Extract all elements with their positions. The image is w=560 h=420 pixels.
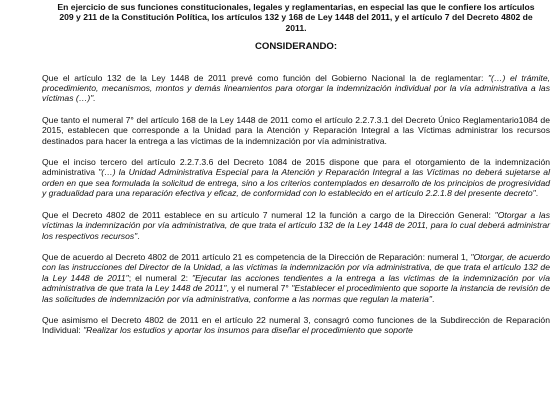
- paragraph-5-text-3: , y el numeral 7°: [226, 283, 292, 294]
- paragraph-5-end: .: [431, 293, 435, 304]
- paragraph-6: [42, 315, 550, 336]
- paragraph-5: [42, 252, 550, 304]
- preamble-text: En ejercicio de sus funciones constitucionales, legales y reglamentarias, en especial las que le confiere los artículos 209 y 211 de la Constitución Política, los artículos 132 y 168 de Ley 1448 del 2011, y el artículo 7 del Decreto 4802 de 2011.: [57, 2, 535, 33]
- paragraph-2-text: Que tanto el numeral 7° del artículo 168 de la Ley 1448 de 2011 como el artículo 2.2.7.3.1 del Decreto Único Reglamentario1084 de 2015, establecen que corresponde a la Unidad para la Atención y Reparación Integral a las Víctimas administrar los recursos destinados para hacer la entrega a las víctimas de la indemnización por vía administrativa.: [42, 114, 550, 146]
- paragraph-4: [42, 210, 550, 241]
- paragraph-2: [42, 115, 550, 146]
- paragraph-4-end: .: [137, 230, 140, 241]
- paragraph-4-quote: "Otorgar a las víctimas la indemnización por vía administrativa, de que trata el artículo 132 de la Ley 1448 de 2011, para lo cual deberá administrar los respectivos recursos": [42, 209, 550, 241]
- paragraph-1: [42, 73, 550, 104]
- paragraph-4-text: Que el Decreto 4802 de 2011 establece en su artículo 7 numeral 12 la función a cargo de la Dirección General:: [42, 209, 495, 220]
- paragraph-5-text: Que de acuerdo al Decreto 4802 de 2011 artículo 21 es competencia de la Dirección de Reparación: numeral 1,: [42, 251, 471, 262]
- paragraph-6-text: Que asimismo el Decreto 4802 de 2011 en el artículo 22 numeral 3, consagró como funciones de la Subdirección de Reparación Individual:: [42, 314, 550, 336]
- paragraph-3-text: Que el inciso tercero del artículo 2.2.7.3.6 del Decreto 1084 de 2015 dispone que para el otorgamiento de la indemnización administrativa: [42, 157, 550, 178]
- paragraph-3-end: .: [535, 188, 539, 199]
- paragraph-6-quote: "Realizar los estudios y aportar los insumos para diseñar el procedimiento que soporte: [83, 325, 413, 336]
- paragraph-3-quote: "(…) la Unidad Administrativa Especial para la Atención y Reparación Integral a las Víctimas no deberá sujetarse al orden en que sea formulada la solicitud de entrega, sino a los criterios contemplados en desarrollo de los principios de progresividad y gradualidad para una reparación efectiva y eficaz, de conformidad con lo establecido en el artículo 2.2.1.8 del presente decreto": [42, 167, 550, 199]
- paragraph-1-text: Que el artículo 132 de la Ley 1448 de 2011 prevé como función del Gobierno Nacional la de reglamentar:: [42, 72, 488, 83]
- paragraph-1-quote: "(…) el trámite, procedimiento, mecanismos, montos y demás lineamientos para otorgar la indemnización individual por la vía administrativa a las víctimas (…)".: [42, 72, 550, 104]
- paragraph-5-text-2: ; el numeral 2:: [128, 272, 192, 283]
- paragraph-3: [42, 157, 550, 199]
- paragraph-5-quote-1: "Otorgar, de acuerdo con las instrucciones del Director de la Unidad, a las víctimas la indemnización por vía administrativa, de que trata el artículo 132 de la Ley 1448 de 2011": [42, 251, 550, 283]
- paragraph-5-quote-2: "Ejecutar las acciones tendientes a la entrega a las víctimas de la indemnización por vía administrativa de que trata la Ley 1448 de 2011": [42, 272, 550, 294]
- paragraph-5-quote-3: "Establecer el procedimiento que soporte la instancia de revisión de las solicitudes de indemnización por vía administrativa, conforme a las normas que regulan la materia": [42, 283, 550, 304]
- considerando-heading: CONSIDERANDO:: [254, 41, 338, 53]
